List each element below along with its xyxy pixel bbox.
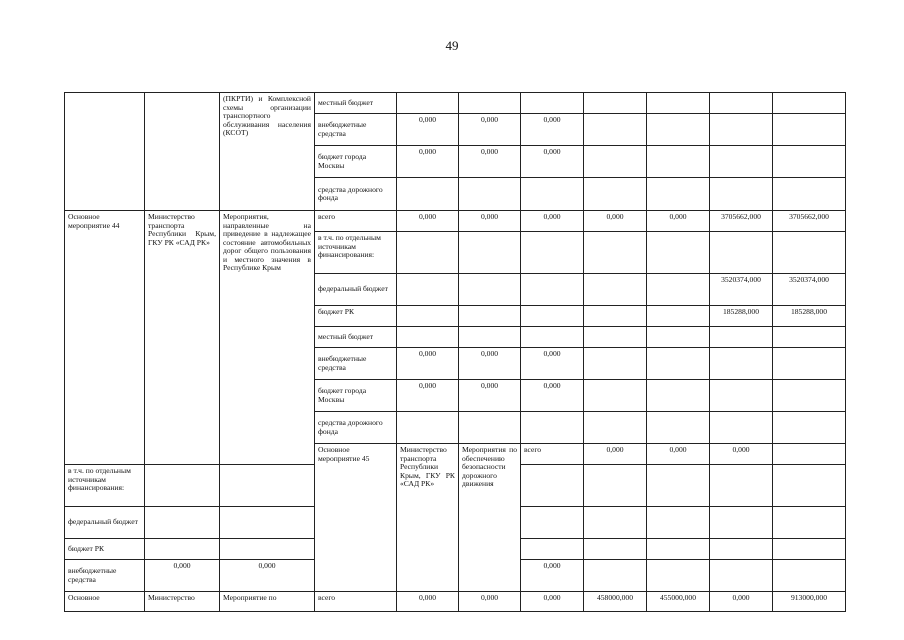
value-cell: 0,000: [521, 114, 584, 146]
value-cell: 0,000: [521, 560, 584, 592]
value-cell: 0,000: [521, 380, 584, 412]
source-label: всего: [315, 592, 397, 612]
value-cell: 0,000: [459, 211, 521, 232]
measure-description: Мероприятия по обеспечению безопасности дорожного движения: [459, 444, 521, 592]
measure-description: (ПКРТИ) и Комплексной схемы организации транспортного обслуживания населения (КСОТ): [220, 93, 315, 211]
source-label: бюджет РК: [65, 539, 145, 560]
source-label: местный бюджет: [315, 327, 397, 348]
measure-name-cell: [65, 93, 145, 211]
value-cell: 185288,000: [710, 306, 773, 327]
value-cell: 0,000: [521, 146, 584, 178]
source-label: федеральный бюджет: [65, 507, 145, 539]
value-cell: 0,000: [647, 211, 710, 232]
value-cell: 0,000: [397, 146, 459, 178]
value-cell: 0,000: [397, 592, 459, 612]
source-label: внебюджетные средства: [315, 114, 397, 146]
source-label: местный бюджет: [315, 93, 397, 114]
page-number: 49: [445, 38, 459, 53]
measure-name: Основное мероприятие 44: [65, 211, 145, 465]
value-cell: 3520374,000: [710, 274, 773, 306]
source-label: в т.ч. по отдельным источникам финансирования:: [315, 232, 397, 274]
value-cell: 0,000: [459, 380, 521, 412]
measure-description: Мероприятие по: [220, 592, 315, 612]
value-cell: 455000,000: [647, 592, 710, 612]
value-cell: 0,000: [397, 348, 459, 380]
source-label: средства дорожного фонда: [315, 178, 397, 211]
value-cell: 913000,000: [773, 592, 846, 612]
source-label: бюджет города Москвы: [315, 380, 397, 412]
value-cell: 0,000: [710, 444, 773, 465]
source-label: всего: [521, 444, 584, 465]
value-cell: 3705662,000: [710, 211, 773, 232]
source-label: бюджет РК: [315, 306, 397, 327]
value-cell: 0,000: [397, 114, 459, 146]
value-cell: 0,000: [397, 380, 459, 412]
value-cell: 0,000: [459, 592, 521, 612]
financing-table: [64, 92, 846, 612]
value-cell: 458000,000: [584, 592, 647, 612]
value-cell: 0,000: [584, 444, 647, 465]
value-cell: 0,000: [145, 560, 220, 592]
value-cell: 0,000: [521, 592, 584, 612]
executor-name: Министерство: [145, 592, 220, 612]
source-label: внебюджетные средства: [65, 560, 145, 592]
source-label: бюджет города Москвы: [315, 146, 397, 178]
value-cell: 185288,000: [773, 306, 846, 327]
measure-description: Мероприятия, направленные на приведение в надлежащее состояние автомобильных дорог общего пользования и местного значения в Республике Крым: [220, 211, 315, 465]
value-cell: 0,000: [220, 560, 315, 592]
source-label: федеральный бюджет: [315, 274, 397, 306]
table-row: [65, 93, 846, 114]
value-cell: 0,000: [584, 211, 647, 232]
value-cell: 0,000: [459, 146, 521, 178]
value-cell: 3705662,000: [773, 211, 846, 232]
source-label: средства дорожного фонда: [315, 412, 397, 444]
value-cell: 0,000: [521, 348, 584, 380]
value-cell: 0,000: [397, 211, 459, 232]
value-cell: 0,000: [521, 211, 584, 232]
value-cell: 0,000: [710, 592, 773, 612]
value-cell: 0,000: [459, 348, 521, 380]
value-cell: 0,000: [647, 444, 710, 465]
source-label: внебюджетные средства: [315, 348, 397, 380]
table-row: [65, 592, 846, 612]
measure-name: Основное: [65, 592, 145, 612]
source-label: в т.ч. по отдельным источникам финансирования:: [65, 465, 145, 507]
executor-name: Министерство транспорта Республики Крым, ГКУ РК «САД РК»: [145, 211, 220, 465]
measure-name: Основное мероприятие 45: [315, 444, 397, 592]
table-row: [65, 211, 846, 232]
source-label: всего: [315, 211, 397, 232]
executor-cell: [145, 93, 220, 211]
executor-name: Министерство транспорта Республики Крым, ГКУ РК «САД РК»: [397, 444, 459, 592]
value-cell: 0,000: [459, 114, 521, 146]
value-cell: 3520374,000: [773, 274, 846, 306]
